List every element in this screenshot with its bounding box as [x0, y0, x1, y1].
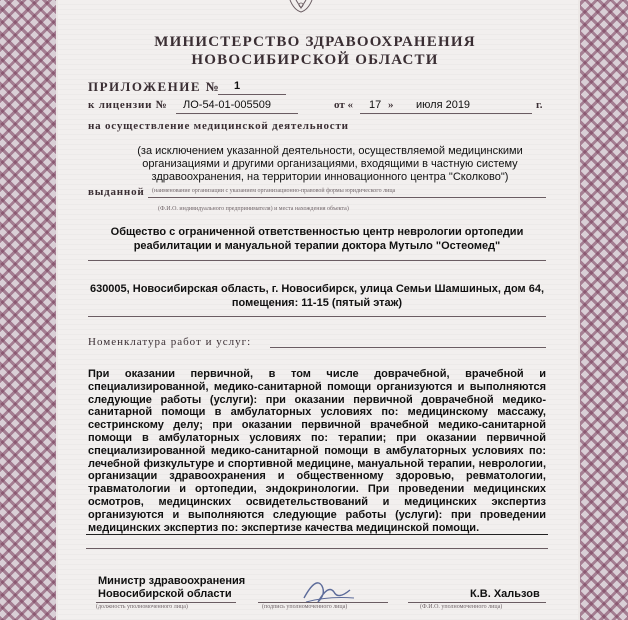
address-line1: 630005, Новосибирская область, г. Новосибирск, улица Семьи Шамшиных, дом 64,: [89, 283, 545, 295]
ministry-title-line1: МИНИСТЕРСТВО ЗДРАВООХРАНЕНИЯ: [154, 34, 476, 50]
nomenclature-line: специализированной, медико-санитарной помощи организуются и выполняются: [88, 380, 546, 393]
license-month-year: июля 2019: [416, 99, 471, 111]
signature-underline: [258, 602, 388, 603]
exclusion-note: [130, 145, 530, 184]
date-close-quote: »: [388, 99, 394, 111]
license-number-underline: [176, 113, 298, 114]
organization-name: [88, 225, 546, 253]
year-suffix: г.: [536, 99, 543, 111]
signatory-position-line2: Новосибирской области: [98, 588, 232, 600]
appendix-number: 1: [234, 80, 241, 92]
issued-label: выданной: [88, 186, 145, 198]
issued-underline: [148, 197, 546, 198]
issued-caption-2: (Ф.И.О. индивидуального предпринимателя) и места нахождения объекта): [158, 206, 349, 212]
exclusion-line2: организациями и другими организациями, входящими в частную систему: [142, 158, 518, 170]
text-end-rule-2: [86, 548, 548, 549]
nomenclature-line: специализированной медико-санитарной помощи в амбулаторных условиях по:: [88, 444, 546, 457]
nomenclature-line: санитарной помощи в амбулаторных условиях по: медицинскому массажу,: [88, 406, 546, 419]
nomenclature-line: организации здравоохранения и общественному здоровью, ревматологии,: [88, 470, 546, 483]
appendix-label: ПРИЛОЖЕНИЕ №: [88, 79, 221, 94]
decorative-border-right: [580, 0, 628, 620]
text-end-rule-1: [86, 534, 548, 535]
activity-type: на осуществление медицинской деятельности: [88, 120, 349, 132]
license-label: к лицензии №: [88, 99, 168, 111]
nomenclature-line: лечебной физкультуре и спортивной медицине, мануальной терапии, неврологии,: [88, 457, 546, 470]
exclusion-line1: (за исключением указанной деятельности, осуществляемой медицинскими: [137, 145, 523, 157]
nomenclature-line: следующие работы (услуги): при оказании первичной доврачебной медико-: [88, 393, 546, 406]
decorative-border-left: [0, 0, 56, 620]
date-underline: [360, 113, 532, 114]
nomenclature-line: травматологии и ортопедии, эндокринологии. При проведении медицинских: [88, 483, 546, 496]
nomenclature-line: осмотров, медицинских освидетельствований и медицинских экспертиз: [88, 495, 546, 508]
address-underline: [88, 316, 546, 317]
date-from-label: от «: [334, 99, 354, 111]
ministry-title-line2: НОВОСИБИРСКОЙ ОБЛАСТИ: [191, 52, 439, 68]
nomenclature-underline: [270, 347, 546, 348]
nomenclature-label: Номенклатура работ и услуг:: [88, 336, 252, 348]
license-number: ЛО-54-01-005509: [183, 99, 271, 111]
name-underline: [408, 602, 546, 603]
exclusion-line3: здравоохранения, на территории инновационного центра "Сколково"): [151, 171, 509, 183]
position-caption: (должность уполномоченного лица): [96, 604, 188, 610]
nomenclature-text: [88, 368, 546, 534]
position-underline: [96, 602, 236, 603]
name-caption: (Ф.И.О. уполномоченного лица): [420, 604, 503, 610]
signatory-position-line1: Министр здравоохранения: [98, 575, 246, 587]
organization-underline: [88, 260, 546, 261]
nomenclature-line: медицинских экспертиз по: экспертизе качества медицинской помощи.: [88, 521, 480, 534]
nomenclature-line: При оказании первичной, в том числе доврачебной, врачебной и: [88, 368, 546, 380]
issued-caption-1: (наименование организации с указанием организационно-правовой формы юридического лица: [152, 188, 396, 194]
signatory-name: К.В. Хальзов: [470, 588, 540, 600]
coat-of-arms-emblem: [286, 0, 316, 14]
signature-caption: (подпись уполномоченного лица): [262, 604, 348, 610]
appendix-number-underline: [218, 94, 286, 95]
address-line2: помещения: 11-15 (пятый этаж): [231, 297, 403, 309]
license-day: 17: [369, 99, 382, 111]
signatory-position: [98, 575, 245, 601]
organization-address: [88, 282, 546, 310]
nomenclature-line: помощи в амбулаторных условиях по: терапии; при оказании первичной: [88, 431, 546, 444]
nomenclature-line: сестринскому делу; при оказании первичной врачебной медико-санитарной: [88, 419, 546, 432]
organization-line2: реабилитации и мануальной терапии доктора Мутыло "Остеомед": [133, 240, 501, 252]
organization-line1: Общество с ограниченной ответственностью центр неврологии ортопедии: [110, 226, 524, 238]
nomenclature-line: организуются и выполняются следующие работы (услуги): при проведении: [88, 508, 546, 521]
